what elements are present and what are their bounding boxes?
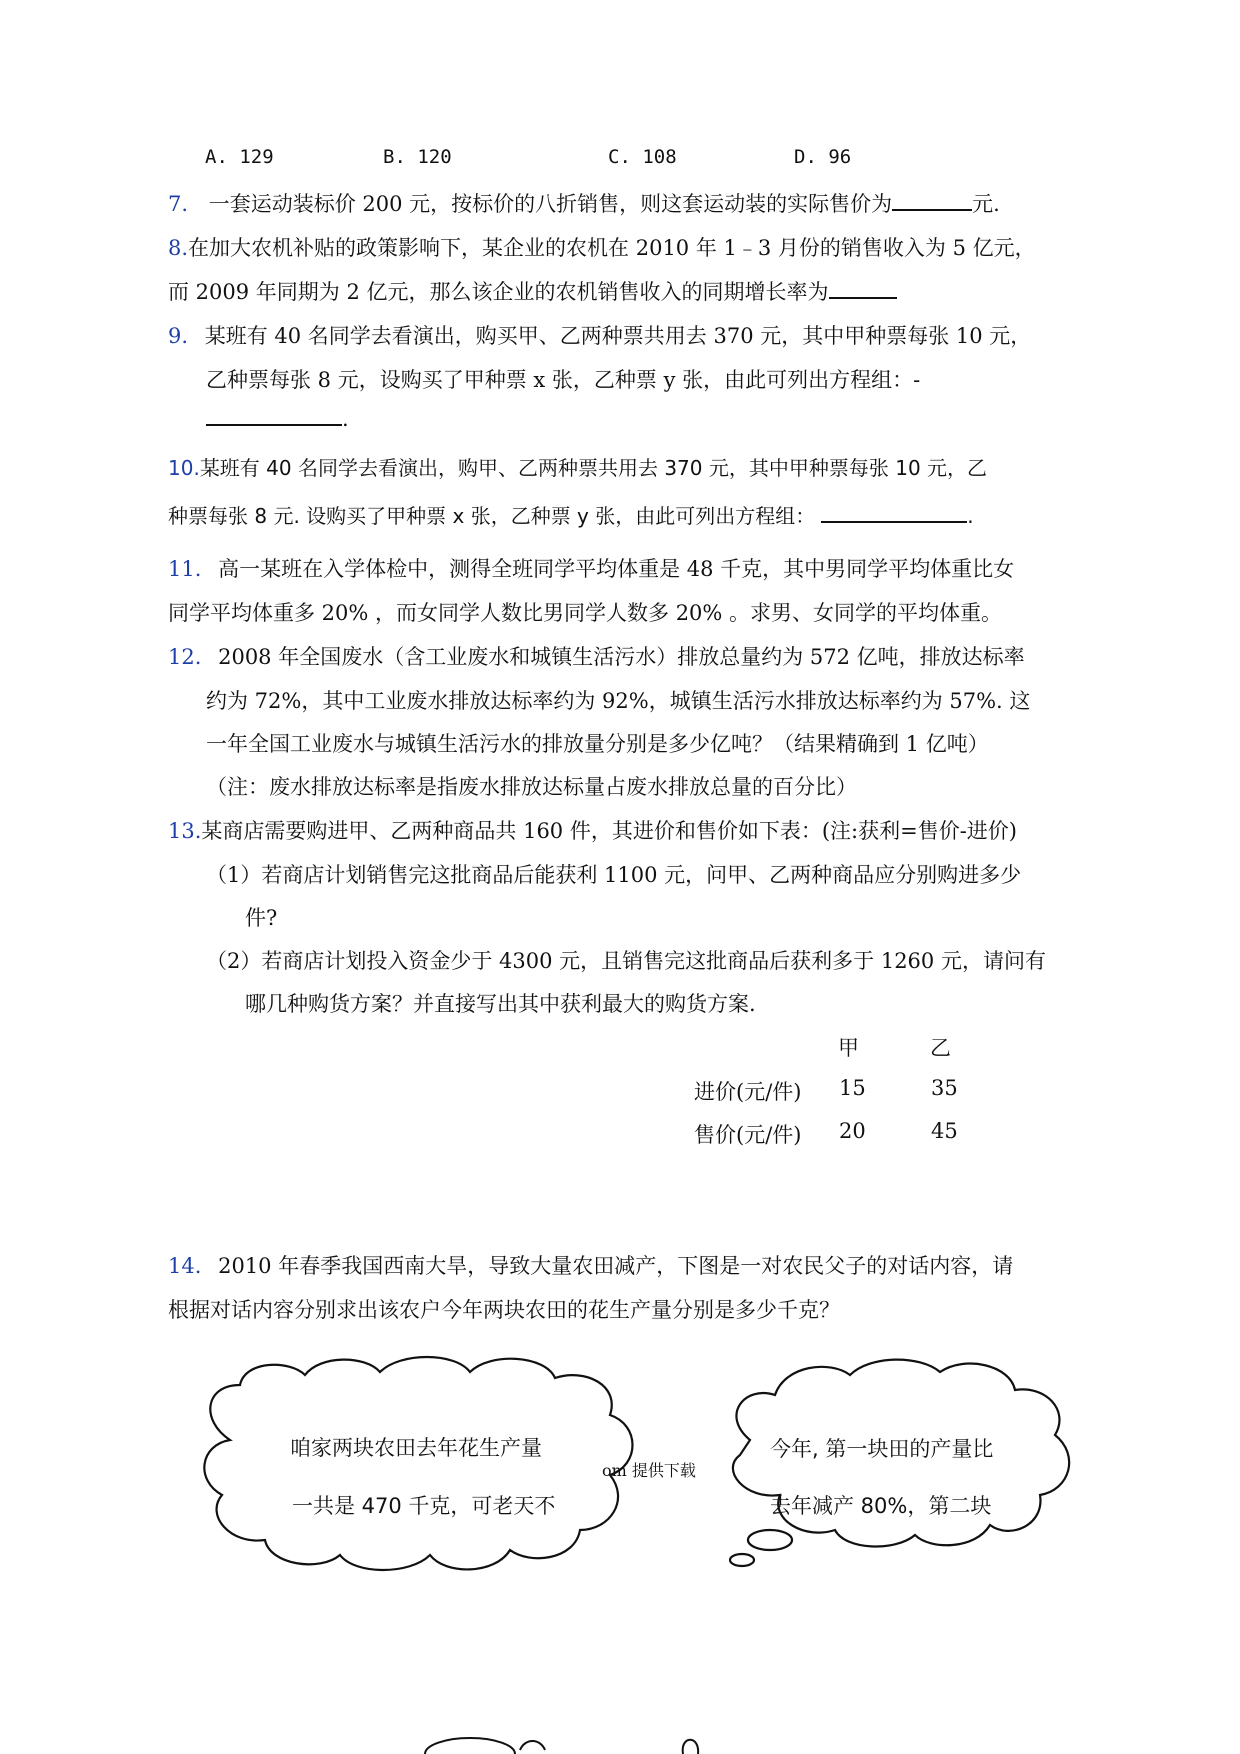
question-text: 根据对话内容分别求出该农户今年两块农田的花生产量分别是多少千克？ (168, 1298, 840, 1322)
table-cell: 15 (839, 1076, 866, 1100)
part-text: 哪几种购货方案？并直接写出其中获利最大的购货方案. (245, 992, 756, 1016)
question-text: 同学平均体重多 20% ，而女同学人数比男同学人数多 20% 。求男、女同学的平均体重。 (168, 601, 1003, 625)
table-row-label: 售价(元/件) (694, 1123, 802, 1147)
question-number: 7. (168, 192, 189, 216)
cloud-right-line-2: 去年减产 80%，第二块 (770, 1494, 992, 1518)
question-number: 11. (168, 557, 202, 581)
question-number: 14. (168, 1254, 202, 1278)
question-text: 一套运动装标价 200 元，按标价的八折销售，则这套运动装的实际售价为 (208, 192, 893, 216)
question-text: 约为 72%，其中工业废水排放达标率约为 92%，城镇生活污水排放达标率约为 57%. 这 (206, 689, 1031, 713)
cloud-left-line-2: 一共是 470 千克，可老天不 (292, 1494, 556, 1518)
question-number: 10. (168, 456, 200, 480)
question-tail: . (342, 407, 349, 431)
question-number: 13. (168, 819, 202, 843)
question-tail: . (967, 504, 974, 528)
question-text: 某班有 40 名同学去看演出，购甲、乙两种票共用去 370 元，其中甲种票每张 10 元，乙 (199, 456, 988, 480)
question-text: 在加大农机补贴的政策影响下，某企业的农机在 2010 年 1﹣3 月份的销售收入为 5 亿元， (188, 236, 1036, 260)
question-text: 2008 年全国废水（含工业废水和城镇生活污水）排放总量约为 572 亿吨，排放达标率 (218, 645, 1025, 669)
table-cell: 35 (931, 1076, 958, 1100)
question-text: 种票每张 8 元. 设购买了甲种票 x 张，乙种票 y 张，由此可列出方程组： (168, 504, 816, 528)
question-text: 某商店需要购进甲、乙两种商品共 160 件，其进价和售价如下表：(注:获利=售价-进价) (201, 819, 1017, 843)
question-text: 2010 年春季我国西南大旱，导致大量农田减产，下图是一对农民父子的对话内容，请 (218, 1254, 1014, 1278)
farmer-figures-partial (425, 1738, 698, 1754)
question-text: 某班有 40 名同学去看演出，购买甲、乙两种票共用去 370 元，其中甲种票每张 10 元， (204, 324, 1032, 348)
option-c: C. 108 (608, 146, 677, 168)
part-text: （1）若商店计划销售完这批商品后能获利 1100 元，问甲、乙两种商品应分别购进多少 (206, 863, 1022, 887)
question-tail: 元. (972, 192, 1000, 216)
option-a: A. 129 (205, 146, 274, 168)
watermark-text: om 提供下载 (602, 1461, 696, 1480)
cloud-left-line-1: 咱家两块农田去年花生产量 (290, 1436, 542, 1460)
question-text: 一年全国工业废水与城镇生活污水的排放量分别是多少亿吨？（结果精确到 1 亿吨） (206, 732, 989, 756)
question-number: 9. (168, 324, 189, 348)
question-text: 而 2009 年同期为 2 亿元，那么该企业的农机销售收入的同期增长率为 (168, 280, 829, 304)
table-cell: 45 (931, 1119, 958, 1143)
part-text: 件? (245, 906, 278, 930)
option-b: B. 120 (383, 146, 452, 168)
question-number: 8. (168, 236, 189, 260)
question-note: （注：废水排放达标率是指废水排放达标量占废水排放总量的百分比） (206, 775, 857, 799)
question-number: 12. (168, 645, 202, 669)
part-text: （2）若商店计划投入资金少于 4300 元，且销售完这批商品后获利多于 1260 元，请问有 (206, 949, 1046, 973)
table-header-yi: 乙 (930, 1036, 951, 1060)
option-d: D. 96 (794, 146, 852, 168)
table-header-jia: 甲 (838, 1036, 859, 1060)
left-cloud-shape (204, 1357, 632, 1570)
table-row-label: 进价(元/件) (694, 1080, 802, 1104)
question-text: 乙种票每张 8 元，设购买了甲种票 x 张，乙种票 y 张，由此可列出方程组：- (206, 368, 921, 392)
table-cell: 20 (839, 1119, 866, 1143)
cloud-right-line-1: 今年, 第一块田的产量比 (770, 1437, 994, 1461)
question-text: 高一某班在入学体检中，测得全班同学平均体重是 48 千克，其中男同学平均体重比女 (218, 557, 1015, 581)
